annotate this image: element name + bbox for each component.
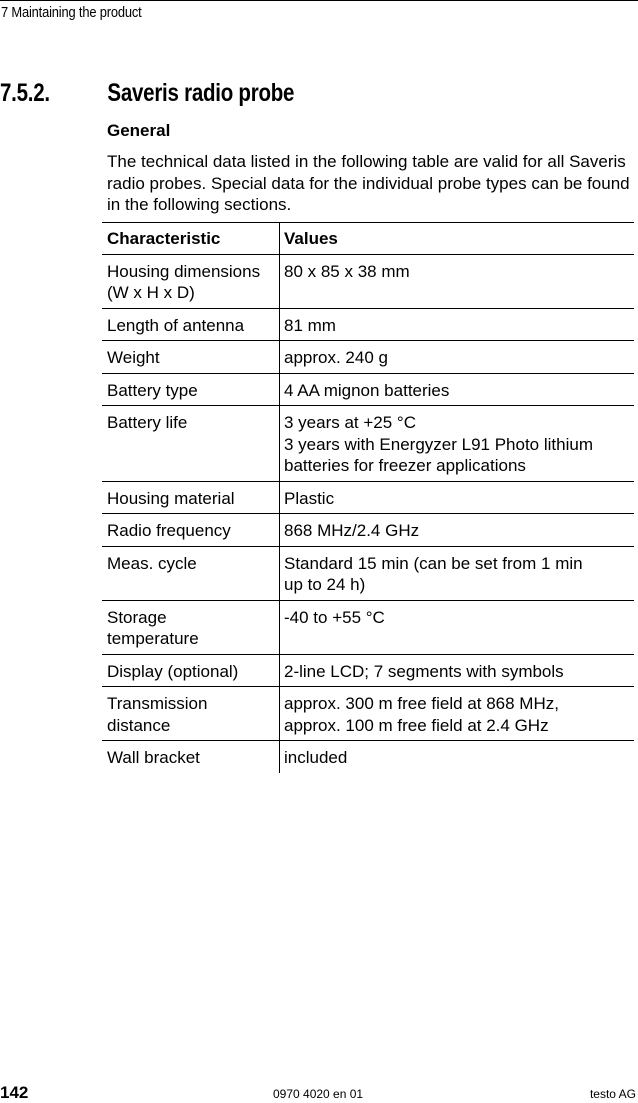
running-header: 7 Maintaining the product bbox=[1, 4, 142, 21]
table-row bbox=[102, 600, 634, 654]
table-row bbox=[102, 406, 634, 482]
characteristic-cell-line: Wall bracket bbox=[107, 748, 200, 767]
value-cell-line: batteries for freezer applications bbox=[284, 456, 526, 475]
intro-paragraph: The technical data listed in the following table are valid for all Saveris radio probes. Special data for the individual probe types can be found in the following sections. bbox=[107, 152, 630, 214]
table-row bbox=[102, 373, 634, 406]
spec-table-body bbox=[102, 254, 634, 773]
value-cell-line: included bbox=[284, 748, 348, 767]
document-number: 0970 4020 en 01 bbox=[273, 1087, 364, 1101]
characteristic-cell bbox=[102, 600, 280, 654]
characteristic-cell bbox=[102, 373, 280, 406]
value-cell bbox=[280, 741, 635, 773]
column-header-characteristic: Characteristic bbox=[102, 223, 280, 255]
value-cell bbox=[280, 341, 635, 374]
value-cell bbox=[280, 654, 635, 687]
value-cell-line: Standard 15 min (can be set from 1 min bbox=[284, 553, 583, 573]
section-number: 7.5.2. bbox=[0, 79, 50, 107]
value-cell-line: Plastic bbox=[284, 488, 335, 508]
characteristic-cell-line: Housing dimensions bbox=[107, 261, 261, 281]
characteristic-cell-line: Battery type bbox=[107, 380, 198, 400]
table-row bbox=[102, 514, 634, 547]
spec-table bbox=[102, 222, 634, 773]
table-row bbox=[102, 254, 634, 308]
value-cell bbox=[280, 514, 635, 547]
header-rule bbox=[0, 0, 638, 1]
company-name: testo AG bbox=[589, 1087, 636, 1101]
characteristic-cell bbox=[102, 254, 280, 308]
table-row bbox=[102, 308, 634, 341]
table-row bbox=[102, 687, 634, 741]
value-cell-line: 3 years at +25 °C bbox=[284, 413, 417, 432]
value-cell bbox=[280, 373, 635, 406]
characteristic-cell-line: distance bbox=[107, 715, 171, 735]
value-cell-line: approx. 100 m free field at 2.4 GHz bbox=[284, 715, 549, 735]
value-cell bbox=[280, 406, 635, 482]
characteristic-cell-line: Battery life bbox=[107, 413, 188, 432]
value-cell-line: 868 MHz/2.4 GHz bbox=[284, 521, 420, 540]
section-heading bbox=[0, 79, 492, 108]
characteristic-cell bbox=[102, 741, 280, 773]
value-cell-line: approx. 300 m free field at 868 MHz, bbox=[284, 694, 559, 713]
value-cell-line: 2-line LCD; 7 segments with symbols bbox=[284, 661, 564, 681]
value-cell-line: 3 years with Energyzer L91 Photo lithium bbox=[284, 434, 593, 454]
characteristic-cell-line: Radio frequency bbox=[107, 521, 231, 540]
characteristic-cell bbox=[102, 687, 280, 741]
characteristic-cell-line: Storage bbox=[107, 607, 167, 627]
table-row bbox=[102, 654, 634, 687]
characteristic-cell bbox=[102, 546, 280, 600]
characteristic-cell bbox=[102, 514, 280, 547]
table-header-row bbox=[102, 223, 634, 255]
characteristic-cell-line: Length of antenna bbox=[107, 315, 245, 335]
page-number: 142 bbox=[0, 1083, 29, 1102]
value-cell-line: 80 x 85 x 38 mm bbox=[284, 261, 410, 281]
characteristic-cell-line: Transmission bbox=[107, 694, 208, 713]
value-cell bbox=[280, 254, 635, 308]
value-cell-line: -40 to +55 °C bbox=[284, 607, 385, 627]
characteristic-cell bbox=[102, 481, 280, 514]
characteristic-cell-line: (W x H x D) bbox=[107, 283, 195, 302]
characteristic-cell-line: temperature bbox=[107, 629, 199, 648]
characteristic-cell-line: Display (optional) bbox=[107, 661, 239, 681]
subheading: General bbox=[107, 121, 171, 140]
section-title: Saveris radio probe bbox=[107, 79, 295, 107]
characteristic-cell-line: Housing material bbox=[107, 488, 235, 508]
value-cell bbox=[280, 546, 635, 600]
characteristic-cell bbox=[102, 406, 280, 482]
characteristic-cell-line: Meas. cycle bbox=[107, 553, 197, 573]
value-cell-line: 81 mm bbox=[284, 315, 336, 335]
value-cell-line: 4 AA mignon batteries bbox=[284, 380, 450, 400]
characteristic-cell bbox=[102, 654, 280, 687]
value-cell bbox=[280, 600, 635, 654]
column-header-values: Values bbox=[284, 229, 338, 248]
table-row bbox=[102, 546, 634, 600]
characteristic-cell-line: Weight bbox=[107, 348, 160, 367]
characteristic-cell bbox=[102, 341, 280, 374]
table-row bbox=[102, 481, 634, 514]
value-cell bbox=[280, 308, 635, 341]
value-cell-line: approx. 240 g bbox=[284, 348, 388, 367]
value-cell-line: up to 24 h) bbox=[284, 575, 366, 594]
characteristic-cell bbox=[102, 308, 280, 341]
value-cell bbox=[280, 687, 635, 741]
value-cell bbox=[280, 481, 635, 514]
table-row bbox=[102, 341, 634, 374]
table-row bbox=[102, 741, 634, 773]
